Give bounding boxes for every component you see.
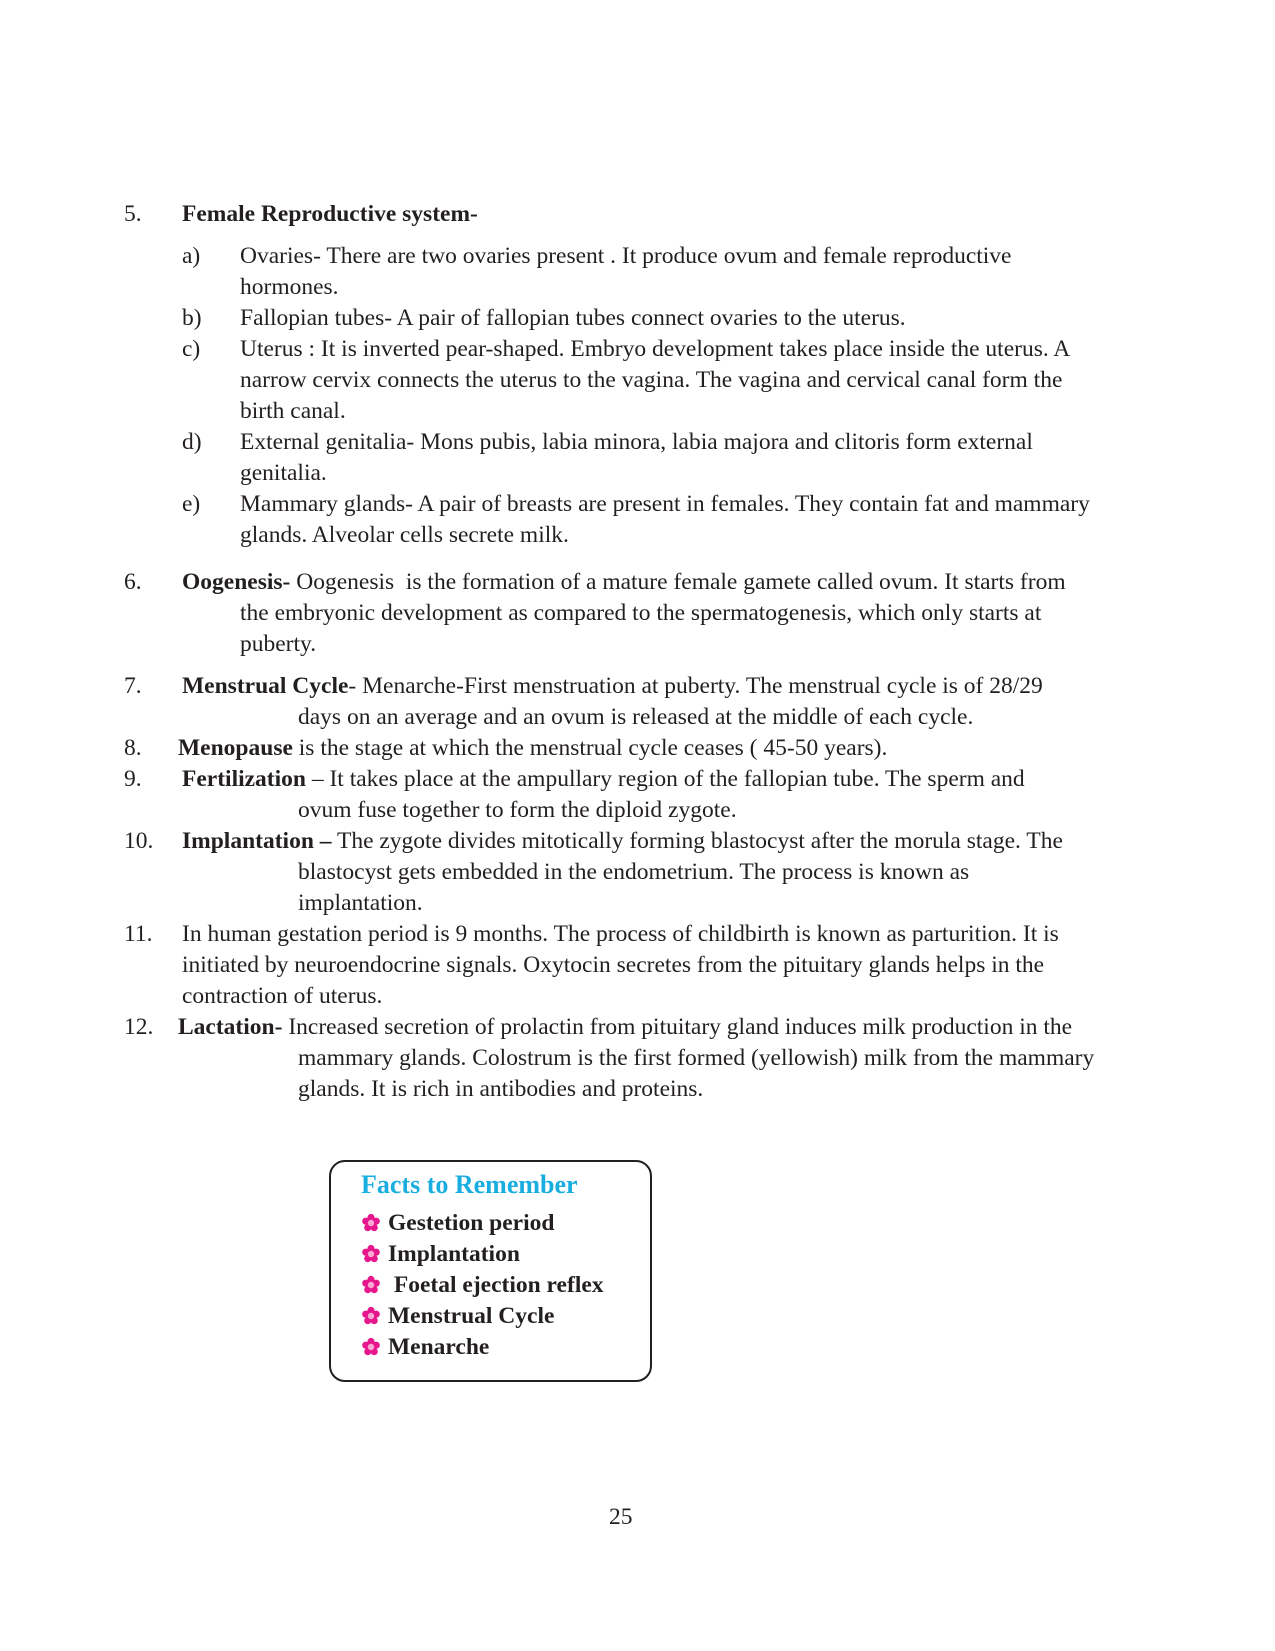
item-number: 6.	[124, 569, 142, 595]
item-text: contraction of uterus.	[182, 983, 383, 1009]
item-text: Increased secretion of prolactin from pituitary gland induces milk production in the	[282, 1014, 1073, 1040]
facts-to-remember-box	[329, 1160, 652, 1382]
item-text: puberty.	[240, 631, 317, 657]
fact-text: Foetal ejection reflex	[388, 1272, 604, 1298]
fact-item	[361, 1332, 489, 1362]
term: Menstrual Cycle	[182, 673, 349, 699]
item-label: a)	[182, 243, 201, 269]
item-text: Mammary glands- A pair of breasts are present in females. They contain fat and mammary	[240, 491, 1090, 517]
item-label: e)	[182, 491, 201, 517]
term: Lactation-	[178, 1014, 283, 1040]
item-number: 7.	[124, 673, 142, 699]
item-text: – It takes place at the ampullary region of the fallopian tube. The sperm and	[305, 766, 1025, 792]
item-label: d)	[182, 429, 202, 455]
item-label: b)	[182, 305, 202, 331]
term: Implantation –	[182, 828, 332, 854]
item-text: Oogenesis is the formation of a mature female gamete called ovum. It starts from	[290, 569, 1066, 595]
item-number: 9.	[124, 766, 142, 792]
item-text: narrow cervix connects the uterus to the vagina. The vagina and cervical canal form the	[240, 367, 1063, 393]
item-number: 12.	[124, 1014, 154, 1040]
flower-bullet-icon	[361, 1244, 381, 1264]
item-number: 8.	[124, 735, 142, 761]
fact-item	[361, 1301, 554, 1331]
item-number: 10.	[124, 828, 154, 854]
flower-bullet-icon	[361, 1306, 381, 1326]
item-text: glands. Alveolar cells secrete milk.	[240, 522, 569, 548]
item-number: 11.	[124, 921, 153, 947]
fact-text: Menstrual Cycle	[388, 1303, 555, 1329]
item-text: glands. It is rich in antibodies and proteins.	[298, 1076, 704, 1102]
flower-bullet-icon	[361, 1213, 381, 1233]
item-text: initiated by neuroendocrine signals. Oxytocin secretes from the pituitary glands helps in the	[182, 952, 1045, 978]
item-text: In human gestation period is 9 months. The process of childbirth is known as parturition. It is	[182, 921, 1059, 947]
item-text: the embryonic development as compared to the spermatogenesis, which only starts at	[240, 600, 1042, 626]
item-number: 5.	[124, 201, 142, 227]
term: Menopause	[178, 735, 293, 761]
fact-item	[361, 1270, 604, 1300]
fact-text: Menarche	[388, 1334, 490, 1360]
item-text: blastocyst gets embedded in the endometrium. The process is known as	[298, 859, 970, 885]
item-text: hormones.	[240, 274, 339, 300]
page-number: 25	[609, 1504, 633, 1530]
item-text: is the stage at which the menstrual cycle ceases ( 45-50 years).	[292, 735, 888, 761]
fact-text: Gestetion period	[388, 1210, 555, 1236]
item-text: days on an average and an ovum is released at the middle of each cycle.	[298, 704, 974, 730]
item-text: External genitalia- Mons pubis, labia minora, labia majora and clitoris form external	[240, 429, 1033, 455]
fact-item	[361, 1208, 554, 1238]
item-text: - Menarche-First menstruation at puberty. The menstrual cycle is of 28/29	[348, 673, 1043, 699]
item-text: birth canal.	[240, 398, 346, 424]
item-text: mammary glands. Colostrum is the first formed (yellowish) milk from the mammary	[298, 1045, 1095, 1071]
item-text: implantation.	[298, 890, 423, 916]
fact-text: Implantation	[388, 1241, 520, 1267]
flower-bullet-icon	[361, 1275, 381, 1295]
term: Fertilization	[182, 766, 306, 792]
fact-item	[361, 1239, 520, 1269]
item-text: ovum fuse together to form the diploid zygote.	[298, 797, 737, 823]
section-title: Female Reproductive system-	[182, 201, 478, 227]
facts-title: Facts to Remember	[361, 1170, 578, 1199]
item-text: The zygote divides mitotically forming blastocyst after the morula stage. The	[331, 828, 1063, 854]
item-text: Uterus : It is inverted pear-shaped. Embryo development takes place inside the uterus. A	[240, 336, 1071, 362]
flower-bullet-icon	[361, 1337, 381, 1357]
item-text: Ovaries- There are two ovaries present . It produce ovum and female reproductive	[240, 243, 1012, 269]
term: Oogenesis-	[182, 569, 291, 595]
item-text: genitalia.	[240, 460, 327, 486]
item-label: c)	[182, 336, 201, 362]
item-text: Fallopian tubes- A pair of fallopian tubes connect ovaries to the uterus.	[240, 305, 906, 331]
